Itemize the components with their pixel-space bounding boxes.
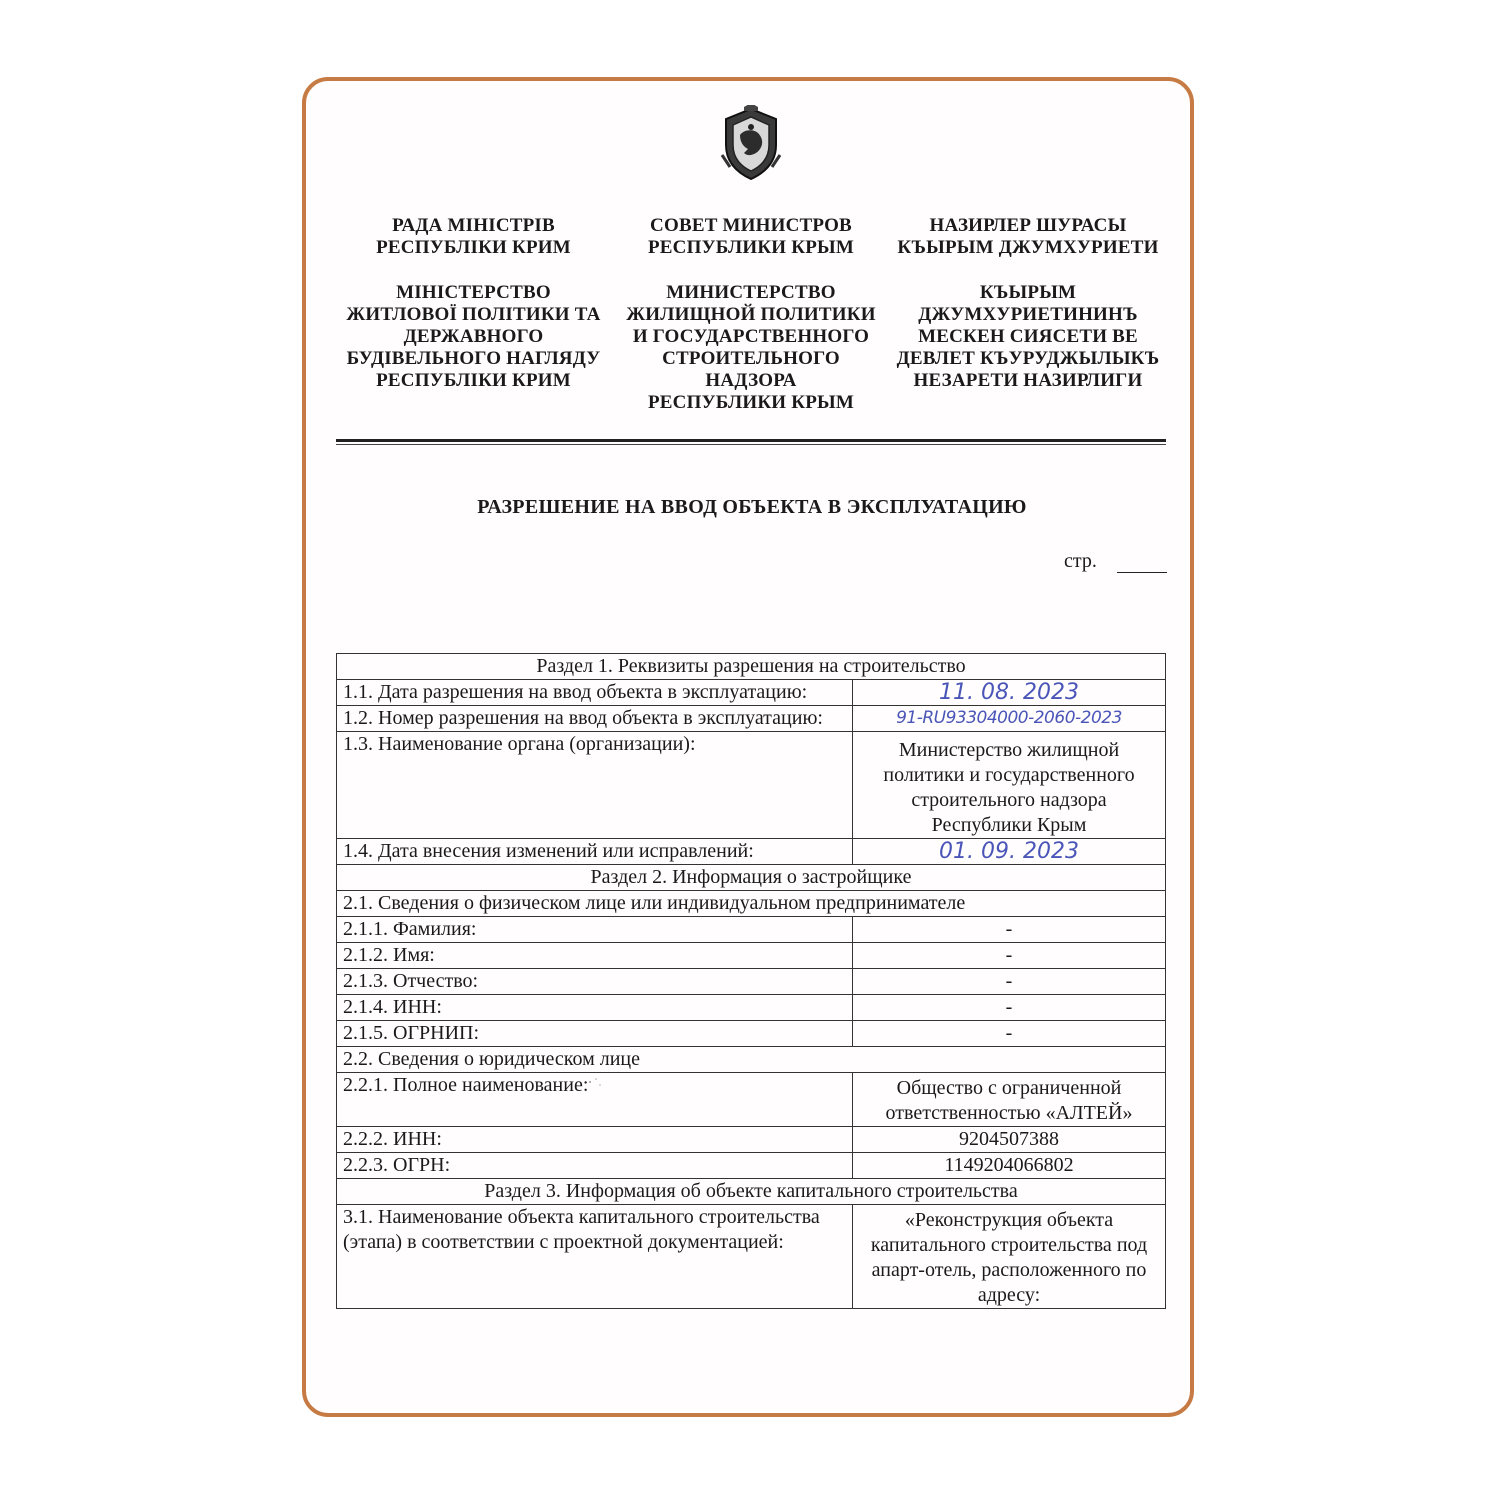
field-label: 2.1.3. Отчество: [337,969,853,995]
crimea-coat-of-arms-icon [720,105,782,181]
header-line: МІНІСТЕРСТВО [396,282,551,303]
table-row [337,969,1166,995]
document-page [302,77,1194,1417]
header-line: КЪЫРЫМ [979,282,1077,303]
section-row [337,865,1166,891]
permit-date-value: 11. 08. 2023 [853,680,1166,706]
table-row [337,995,1166,1021]
table-row [337,943,1166,969]
subsection-label: 2.1. Сведения о физическом лице или индивидуальном предпринимателе [337,891,1166,917]
header-divider [336,439,1166,442]
permit-form-table [336,653,1166,1309]
table-row [337,1127,1166,1153]
page-number-label: стр. [1064,550,1097,572]
section-2-heading: Раздел 2. Информация о застройщике [337,865,1166,891]
ogrn-value: 1149204066802 [853,1153,1166,1179]
company-inn-value: 9204507388 [853,1127,1166,1153]
table-row [337,1153,1166,1179]
ogrnip-value: - [853,1021,1166,1047]
header-line: ЖИЛИЩНОЙ ПОЛИТИКИ [626,304,876,325]
section-3-heading: Раздел 3. Информация об объекте капитального строительства [337,1179,1166,1205]
header-line: МИНИСТЕРСТВО [666,282,836,303]
table-row [337,732,1166,839]
header-line: ДЕРЖАВНОГО [403,326,544,347]
section-1-heading: Раздел 1. Реквизиты разрешения на строительство [337,654,1166,680]
header-divider-thin [336,444,1166,445]
section-row [337,654,1166,680]
field-label: 2.2.1. Полное наименование: [337,1073,853,1127]
header-line: РЕСПУБЛІКИ КРИМ [376,370,571,391]
header-line: ЖИТЛОВОЇ ПОЛІТИКИ ТА [346,304,601,325]
section-row [337,1179,1166,1205]
header-line: МЕСКЕН СИЯСЕТИ ВЕ [918,326,1138,347]
field-label: 2.2.2. ИНН: [337,1127,853,1153]
header-line: КЪЫРЫМ ДЖУМХУРИЕТИ [897,237,1159,258]
header-line: РЕСПУБЛИКИ КРЫМ [647,392,855,413]
header-line: НАЗИРЛЕР ШУРАСЫ [929,215,1127,236]
field-label: 2.2.3. ОГРН: [337,1153,853,1179]
individual-inn-value: - [853,995,1166,1021]
scan-specks [586,1076,606,1096]
header-tatar-council [888,215,1168,259]
table-row [337,680,1166,706]
surname-value: - [853,917,1166,943]
header-line: СТРОИТЕЛЬНОГО [662,348,840,369]
permit-number-value: 91-RU93304000-2060-2023 [853,706,1166,732]
header-line: ДЕВЛЕТ КЪУРУДЖЫЛЫКЪ [896,348,1160,369]
table-row [337,917,1166,943]
header-line: НЕЗАРЕТИ НАЗИРЛИГИ [913,370,1143,391]
table-row [337,1205,1166,1309]
field-label: 1.3. Наименование органа (организации): [337,732,853,839]
header-line: НАДЗОРА [705,370,797,391]
header-line: БУДІВЕЛЬНОГО НАГЛЯДУ [346,348,601,369]
field-label: 3.1. Наименование объекта капитального строительства (этапа) в соответствии с проектной документацией: [337,1205,853,1309]
field-label: 2.1.1. Фамилия: [337,917,853,943]
authority-value: Министерство жилищной политики и государственного строительного надзора Республики Крым [853,732,1166,839]
header-ukrainian-ministry [336,282,611,392]
object-name-value: «Реконструкция объекта капитального строительства под апарт-отель, расположенного по адресу: [853,1205,1166,1309]
field-label: 2.1.5. ОГРНИП: [337,1021,853,1047]
field-label: 1.2. Номер разрешения на ввод объекта в эксплуатацию: [337,706,853,732]
field-label: 2.1.2. Имя: [337,943,853,969]
header-line: И ГОСУДАРСТВЕННОГО [632,326,870,347]
table-row [337,1047,1166,1073]
header-line: ДЖУМХУРИЕТИНИНЪ [918,304,1138,325]
patronymic-value: - [853,969,1166,995]
header-line: РЕСПУБЛИКИ КРЫМ [647,237,855,258]
amendment-date-value: 01. 09. 2023 [853,839,1166,865]
table-row [337,1021,1166,1047]
header-line: РЕСПУБЛІКИ КРИМ [376,237,571,258]
header-russian-council [616,215,886,259]
header-russian-ministry [616,282,886,414]
header-line: СОВЕТ МИНИСТРОВ [650,215,852,236]
company-name-value: Общество с ограниченной ответственностью «АЛТЕЙ» [853,1073,1166,1127]
header-line: РАДА МІНІСТРІВ [392,215,555,236]
table-row [337,891,1166,917]
table-row [337,839,1166,865]
field-label: 2.1.4. ИНН: [337,995,853,1021]
header-ukrainian-council [336,215,611,259]
first-name-value: - [853,943,1166,969]
table-row [337,1073,1166,1127]
field-label: 1.1. Дата разрешения на ввод объекта в эксплуатацию: [337,680,853,706]
field-label: 1.4. Дата внесения изменений или исправлений: [337,839,853,865]
page-number-blank [1117,572,1167,573]
table-row [337,706,1166,732]
subsection-label: 2.2. Сведения о юридическом лице [337,1047,1166,1073]
header-tatar-ministry [888,282,1168,392]
document-title: РАЗРЕШЕНИЕ НА ВВОД ОБЪЕКТА В ЭКСПЛУАТАЦИЮ [477,496,1027,518]
